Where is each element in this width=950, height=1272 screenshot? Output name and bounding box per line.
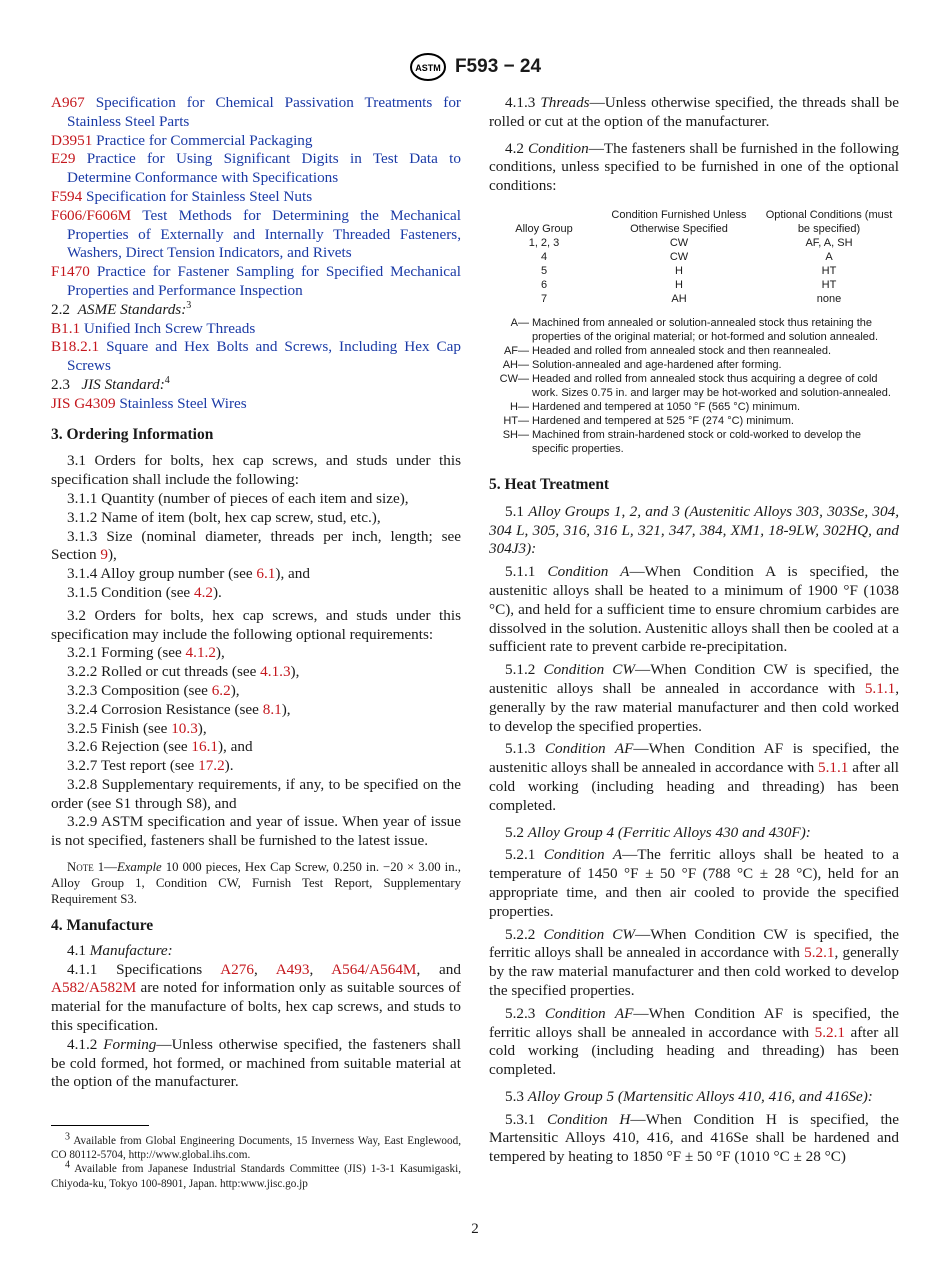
referenced-documents-astm [51, 94, 461, 301]
table-header: Condition Furnished Unless Otherwise Specified [611, 208, 747, 235]
cross-ref-link[interactable]: 10.3 [171, 719, 198, 737]
reference-item[interactable] [51, 338, 461, 376]
table-cell: A [825, 250, 833, 263]
link-a564[interactable]: A564/A564M [331, 960, 417, 978]
table-row [489, 292, 899, 306]
para-5-2-1: 5.2.1 Condition A—The ferritic alloys shall be heated to a temperature of 1450 °F ± 50 °F (788 °C ± 28 °C), held for an appropriate time, and then air cooled to provide the specified properties. [489, 846, 900, 920]
table-cell: 5 [540, 264, 548, 277]
table-cell: 4 [540, 250, 548, 263]
svg-text:ASTM: ASTM [415, 63, 441, 73]
para-5-1-1: 5.1.1 Condition A—When Condition A is specified, the austenitic alloys shall be heated to a minimum of 1900 °F (1038 °C), and held for a sufficient time to ensure chromium carbides are dissolved in the solution. Austenitic alloys shall then be cooled at a sufficient rate to prevent carbide re-precipitation. [489, 563, 899, 656]
reference-id[interactable]: D3951 [51, 131, 93, 149]
key-description: Headed and rolled from annealed stock thus acquiring a degree of cold work. Sizes 0.75 in. and larger may be hot-worked and solution-annealed. [532, 372, 891, 399]
reference-id[interactable]: B18.2.1 [51, 338, 100, 356]
key-description: Headed and rolled from annealed stock and then reannealed. [532, 344, 832, 357]
table-row [489, 250, 899, 264]
para-4-1-3: 4.1.3 Threads—Unless otherwise specified, the threads shall be rolled or cut at the option of the manufacturer. [489, 94, 899, 130]
table-row [489, 278, 899, 292]
reference-id[interactable]: JIS G4309 [51, 394, 116, 412]
key-code: AH— [502, 358, 529, 371]
link-a276[interactable]: A276 [220, 960, 254, 978]
link-section-9[interactable]: 9 [100, 546, 108, 564]
reference-item[interactable] [51, 263, 461, 301]
key-code: SH— [502, 428, 529, 441]
reference-title[interactable]: Practice for Commercial Packaging [96, 131, 313, 149]
optional-requirements-list [51, 644, 461, 776]
list-item: 3.2.5 Finish (see 10.3), [67, 719, 207, 737]
reference-item[interactable] [51, 150, 461, 188]
cross-ref-link[interactable]: 8.1 [262, 700, 282, 718]
right-column: 4.1.3 Threads—Unless otherwise specified, the threads shall be rolled or cut at the option of the manufacturer. 4.2 Condition—The fasteners shall be furnished in the following conditions, unless specified to be furnished in one of the optional conditions: Alloy Group Condition Furnished Unless Otherwise Specified Optional Conditions (must be specified) 1, 2, 3 CW AF, A, SH 4 CW A 5 H HT 6 H HT 7 AH none A— Machined from annealed or solution-annealed stock thus retaining the properties of the original material; or hot-formed and solution annealed. AF— Headed and rolled from annealed stock and then reannealed. AH— Solution-annealed and age-hardened after forming. CW— Headed and rolled from annealed stock thus acquiring a degree of cold work. Sizes 0.75 in. and larger may be hot-worked and solution-annealed. H— Hardened and tempered at 1050 °F (565 °C) minimum. HT— Hardened and tempered at 525 °F (274 °C) minimum. SH— Machined from strain-hardened stock or cold-worked to develop the specific properties. 5. Heat Treatment 5.1 Alloy Groups 1, 2, and 3 (Austenitic Alloys 303, 303Se, 304, 304 L, 305, 316, 316 L, 321, 347, 384, XM1, 18-9LW, 302HQ, and 304J3): 5.1.1 Condition A—When Condition A is specified, the austenitic alloys shall be heated to a minimum of 1900 °F (1038 °C), and held for a sufficient time to ensure chromium carbides are dissolved in the solution. Austenitic alloys shall then be cooled at a sufficient rate to prevent carbide re-precipitation. 5.1.2 Condition CW—When Condition CW is specified, the austenitic alloys shall be annealed in accordance with 5.1.1, generally by the raw material manufacturer and then cold worked to develop the specified properties. 5.1.3 Condition AF—When Condition AF is specified, the austenitic alloys shall be annealed in accordance with 5.1.1 after all cold working (including heading and threading) has been completed. 5.2 Alloy Group 4 (Ferritic Alloys 430 and 430F): 5.2.1 Condition A—The ferritic alloys shall be heated to a temperature of 1450 °F ± 50 °F (788 °C ± 28 °C), held for an appropriate time, and then air cooled to provide the specified properties. 5.2.2 Condition CW—When Condition CW is specified, the ferritic alloys shall be annealed in accordance with 5.2.1, generally by the raw material manufacturer and then cold worked to develop the specified properties. 5.2.3 Condition AF—When Condition AF is specified, the ferritic alloys shall be annealed in accordance with 5.2.1 after all cold working (including heading and threading) has been completed. 5.3 Alloy Group 5 (Martensitic Alloys 410, 416, and 416Se): 5.3.1 Condition H—When Condition H is specified, the Martensitic Alloys 410, 416, and 416Se shall be hardened and tempered by heating to 1850 °F ± 50 °F (1010 °C ± 28 °C) [489, 94, 900, 1166]
reference-title[interactable]: Square and Hex Bolts and Screws, Including Hex Cap Screws [67, 338, 461, 375]
key-description: Machined from annealed or solution-annealed stock thus retaining the properties of the original material; or hot-formed and solution annealed. [532, 316, 879, 343]
link-5-2-1[interactable]: 5.2.1 [804, 944, 835, 962]
cross-ref-link[interactable]: 4.1.3 [260, 663, 291, 681]
reference-id[interactable]: A967 [51, 94, 85, 111]
reference-item[interactable] [51, 395, 461, 414]
para-5-2-2: 5.2.2 Condition CW—When Condition CW is specified, the ferritic alloys shall be annealed in accordance with 5.2.1, generally by the raw material manufacturer and then cold worked to develop the specified properties. [489, 925, 899, 999]
key-item [489, 400, 899, 414]
list-item: 3.2.1 Forming (see 4.1.2), [67, 644, 225, 662]
table-row [489, 264, 899, 278]
key-description: Hardened and tempered at 525 °F (274 °C) minimum. [532, 414, 794, 427]
table-header: Alloy Group [515, 222, 573, 235]
condition-table [489, 208, 899, 306]
para-4-1-1: 4.1.1 Specifications A276, A493, A564/A564M, and A582/A582M are noted for information only as suitable sources of material for the manufacture of bolts, hex cap screws, and studs to this specification. [51, 960, 461, 1035]
cross-ref-link[interactable]: 16.1 [191, 738, 218, 756]
key-code: HT— [503, 414, 529, 427]
list-item: 3.2.7 Test report (see 17.2). [67, 757, 234, 775]
footnotes [51, 1131, 462, 1191]
para-5-1-2: 5.1.2 Condition CW—When Condition CW is specified, the austenitic alloys shall be annealed in accordance with 5.1.1, generally by the raw material manufacturer and then cold worked to develop the specified properties. [489, 661, 899, 735]
reference-title[interactable]: Stainless Steel Wires [119, 394, 247, 412]
key-item [489, 372, 899, 400]
reference-title[interactable]: Specification for Chemical Passivation Treatments for Stainless Steel Parts [67, 94, 461, 130]
cross-ref-link[interactable]: 6.2 [211, 681, 231, 699]
table-cell: 6 [540, 278, 548, 291]
para-5-1-3: 5.1.3 Condition AF—When Condition AF is specified, the austenitic alloys shall be annealed in accordance with 5.1.1 after all cold working (including heading and threading) has been completed. [489, 740, 899, 814]
key-description: Machined from strain-hardened stock or cold-worked to develop the specific properties. [532, 428, 861, 455]
footnote-rule [51, 1125, 149, 1126]
cross-ref-link[interactable]: 4.1.2 [185, 644, 216, 662]
para-3-2: 3.2 Orders for bolts, hex cap screws, and studs under this specification may include the following optional requirements: [51, 606, 461, 643]
reference-title[interactable]: Unified Inch Screw Threads [83, 319, 256, 337]
table-cell: CW [669, 236, 689, 249]
section-4-heading: 4. Manufacture [51, 917, 154, 935]
reference-item[interactable] [51, 132, 461, 151]
table-header: Optional Conditions (must be specified) [765, 208, 893, 235]
link-a493[interactable]: A493 [275, 960, 310, 978]
footnote: $^4$ Available from Japanese Industrial Standards Committee (JIS) 1-3-1 Kasumigaski, Chiyoda-ku, Tokyo 100-8901, Japan. http:www.jisc.go.jp [51, 1159, 462, 1190]
key-item [489, 414, 899, 428]
table-row [489, 236, 899, 250]
table-cell: AH [671, 292, 687, 305]
key-code: A— [510, 316, 529, 329]
para-5-2-3: 5.2.3 Condition AF—When Condition AF is specified, the ferritic alloys shall be annealed in accordance with 5.2.1 after all cold working (including heading and threading) has been completed. [489, 1004, 899, 1079]
reference-title[interactable]: Practice for Using Significant Digits in Test Data to Determine Conformance with Specifications [67, 150, 461, 187]
condition-key-list [489, 316, 899, 456]
reference-item[interactable] [51, 207, 461, 263]
link-a582[interactable]: A582/A582M [51, 979, 137, 997]
link-6-1[interactable]: 6.1 [256, 565, 276, 583]
reference-title[interactable]: Specification for Stainless Steel Nuts [86, 187, 313, 205]
key-description: Hardened and tempered at 1050 °F (565 °C) minimum. [532, 400, 801, 413]
list-item: 3.2.2 Rolled or cut threads (see 4.1.3), [67, 663, 300, 681]
table-cell: 7 [540, 292, 548, 305]
reference-item[interactable] [51, 320, 461, 339]
table-cell: H [675, 278, 683, 291]
table-cell: CW [669, 250, 689, 263]
para-4-1-2: 4.1.2 Forming—Unless otherwise specified, the fasteners shall be cold formed, hot formed, or machined from suitable material at the option of the manufacturer. [51, 1035, 461, 1091]
table-cell: 1, 2, 3 [528, 236, 560, 249]
key-code: CW— [499, 372, 529, 385]
link-5-1-1[interactable]: 5.1.1 [818, 759, 849, 777]
table-cell: HT [821, 264, 837, 277]
key-item [489, 344, 899, 358]
cross-ref-link[interactable]: 17.2 [198, 757, 225, 775]
link-5-1-1[interactable]: 5.1.1 [864, 679, 896, 697]
referenced-documents-asme [51, 320, 461, 376]
reference-id[interactable]: F594 [51, 187, 83, 205]
key-code: AF— [503, 344, 529, 357]
designation: F593 − 24 [454, 56, 542, 77]
key-item [489, 316, 899, 344]
key-description: Solution-annealed and age-hardened after forming. [532, 358, 782, 371]
key-item [489, 428, 899, 456]
para-5-3-1: 5.3.1 Condition H—When Condition H is specified, the Martensitic Alloys 410, 416, and 416Se shall be hardened and tempered by heating to 1850 °F ± 50 °F (1010 °C ± 28 °C) [489, 1110, 899, 1166]
footnote: $^3$ Available from Global Engineering Documents, 15 Inverness Way, East Englewood, CO 80112-5704, http://www.global.ihs.com. [51, 1131, 461, 1162]
list-item: 3.2.6 Rejection (see 16.1), and [67, 738, 253, 756]
reference-title[interactable]: Practice for Fastener Sampling for Specified Mechanical Properties and Performance Inspection [67, 263, 462, 299]
table-cell: AF, A, SH [805, 236, 853, 249]
reference-id[interactable]: F1470 [51, 263, 90, 281]
astm-logo-icon [409, 52, 447, 82]
section-5-heading: 5. Heat Treatment [489, 475, 610, 493]
table-cell: none [816, 292, 842, 305]
link-4-2[interactable]: 4.2 [193, 583, 213, 601]
page-number: 2 [471, 1221, 479, 1237]
para-4-2: 4.2 Condition—The fasteners shall be furnished in the following conditions, unless specified to be furnished in one of the optional conditions: [489, 139, 900, 195]
reference-id[interactable]: B1.1 [51, 319, 81, 337]
key-item [489, 358, 899, 372]
reference-item[interactable] [51, 188, 461, 207]
list-item: 3.2.4 Corrosion Resistance (see 8.1), [67, 700, 291, 718]
reference-id[interactable]: E29 [51, 150, 76, 168]
page-header [0, 52, 950, 82]
table-cell: H [675, 264, 683, 277]
list-item: 3.2.3 Composition (see 6.2), [67, 681, 240, 699]
reference-title[interactable]: Test Methods for Determining the Mechanical Properties of Externally and Internally Threaded Fasteners, Washers, Direct Tension Indicators, and Rivets [67, 206, 461, 262]
note-1: Note 1—Example 10 000 pieces, Hex Cap Screw, 0.250 in. −20 × 3.00 in., Alloy Group 1, Condition CW, Furnish Test Report, Supplementary Requirement S3. [51, 860, 461, 907]
key-code: H— [510, 400, 529, 413]
reference-id[interactable]: F606/F606M [51, 206, 132, 224]
link-5-2-1[interactable]: 5.2.1 [814, 1023, 845, 1041]
left-column: A967 Specification for Chemical Passivation Treatments for Stainless Steel Parts D3951 Practice for Commercial Packaging E29 Practice for Using Significant Digits in Test Data to Determine Conformance with Specifications F594 Specification for Stainless Steel Nuts F606/F606M Test Methods for Determining the Mechanical Properties of Externally and Internally Threaded Fasteners, Washers, Direct Tension Indicators, and Rivets F1470 Practice for Fastener Sampling for Specified Mechanical Properties and Performance Inspection 2.2 ASME Standards:$^3$ B1.1 Unified Inch Screw Threads B18.2.1 Square and Hex Bolts and Screws, Including Hex Cap Screws 2.3 JIS Standard:$^4$ JIS G4309 Stainless Steel Wires 3. Ordering Information 3.1 Orders for bolts, hex cap screws, and studs under this specification shall include the following: 3.1.1 Quantity (number of pieces of each item and size), 3.1.2 Name of item (bolt, hex cap screw, stud, etc.), 3.1.3 Size (nominal diameter, threads per inch, length; see Section 9), 3.1.4 Alloy group number (see 6.1), and 3.1.5 Condition (see 4.2). 3.2 Orders for bolts, hex cap screws, and studs under this specification may include the following optional requirements: 3.2.1 Forming (see 4.1.2), 3.2.2 Rolled or cut threads (see 4.1.3), 3.2.3 Composition (see 6.2), 3.2.4 Corrosion Resistance (see 8.1), 3.2.5 Finish (see 10.3), 3.2.6 Rejection (see 16.1), and 3.2.7 Test report (see 17.2). 3.2.8 Supplementary requirements, if any, to be specified on the order (see S1 through S8), and 3.2.9 ASTM specification and year of issue. When year of issue is not specified, fasteners shall be furnished to the latest issue. Note 1—Example 10 000 pieces, Hex Cap Screw, 0.250 in. −20 × 3.00 in., Alloy Group 1, Condition CW, Furnish Test Report, Supplementary Requirement S3. 4. Manufacture 4.1 Manufacture: 4.1.1 Specifications A276, A493, A564/A564M, and A582/A582M are noted for information only as suitable sources of material for the manufacture of bolts, hex cap screws, and studs to this specification. 4.1.2 Forming—Unless otherwise specified, the fasteners shall be cold formed, hot formed, or machined from suitable material at the option of the manufacturer. [51, 94, 462, 1091]
section-3-heading: 3. Ordering Information [51, 425, 214, 443]
reference-item[interactable] [51, 94, 461, 132]
table-cell: HT [821, 278, 837, 291]
referenced-documents-jis [51, 395, 461, 414]
para-3-1: 3.1 Orders for bolts, hex cap screws, and studs under this specification shall include the following: [51, 452, 461, 489]
